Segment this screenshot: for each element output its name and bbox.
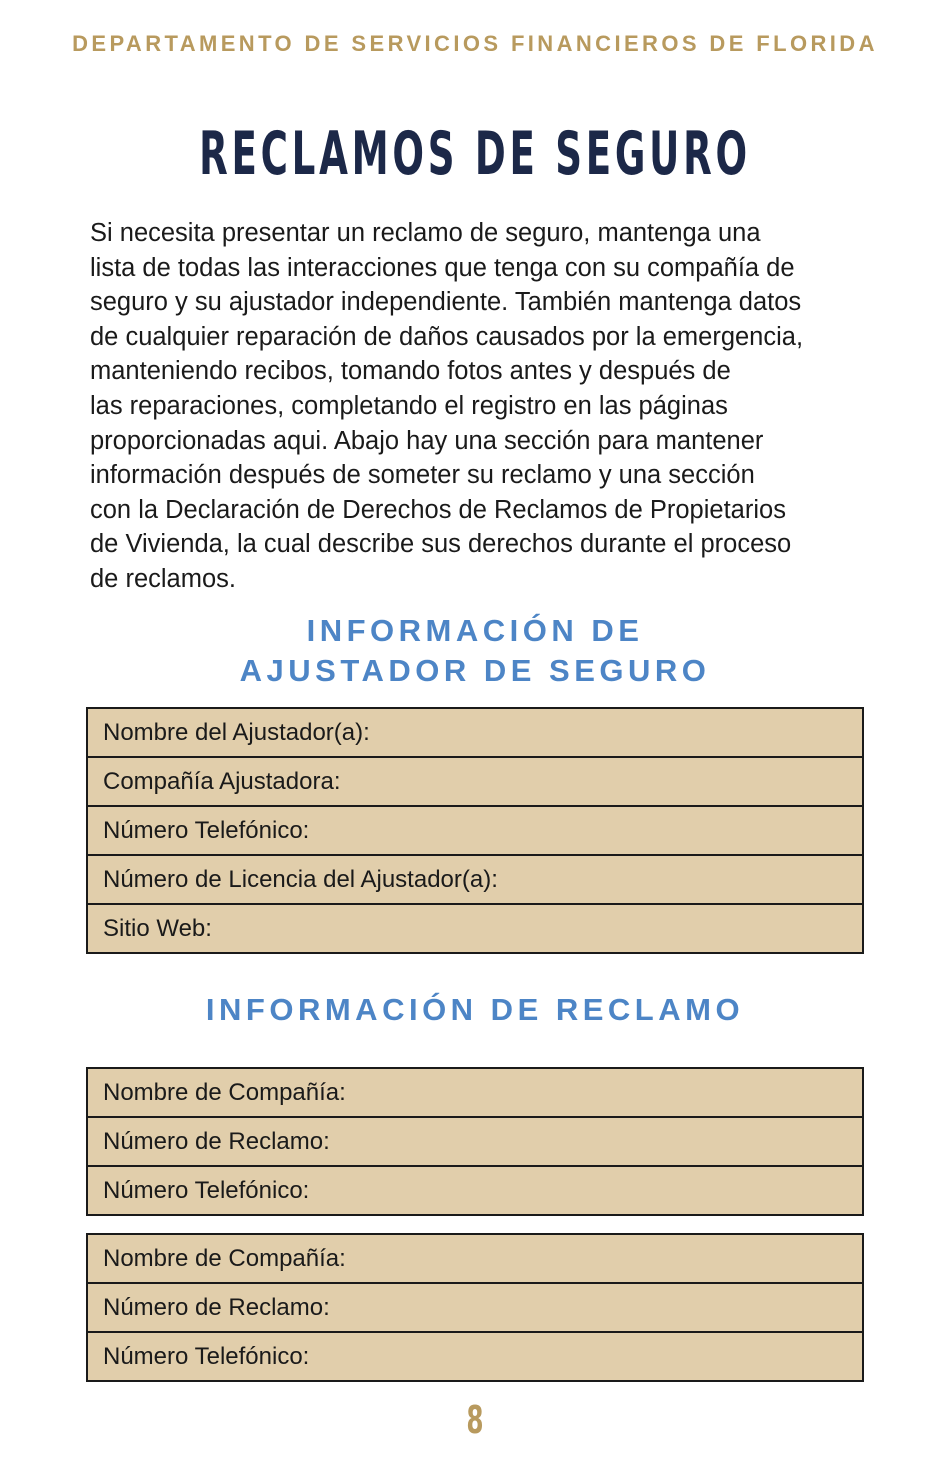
intro-line: seguro y su ajustador independiente. También mantenga datos [90, 288, 802, 317]
claim-company-name-field[interactable]: Nombre de Compañía: [103, 1244, 346, 1272]
claim-number-field[interactable]: Número de Reclamo: [88, 1282, 862, 1331]
adjuster-company-field[interactable]: Compañía Ajustadora: [88, 756, 862, 805]
intro-line: de reclamos. [90, 564, 236, 593]
claim-phone-field[interactable]: Número Telefónico: [88, 1331, 862, 1380]
intro-line: proporcionadas aqui. Abajo hay una sección para mantener [90, 426, 764, 455]
intro-line: Si necesita presentar un reclamo de seguro, mantenga una [90, 219, 761, 247]
intro-line: las reparaciones, completando el registro en las páginas [90, 391, 728, 420]
intro-line: información después de someter su reclamo y una sección [90, 461, 755, 490]
intro-line: de cualquier reparación de daños causados por la emergencia, [90, 322, 804, 351]
adjuster-name-field[interactable]: Nombre del Ajustador(a): [103, 718, 370, 746]
adjuster-phone-field[interactable]: Número Telefónico: [88, 805, 862, 854]
adjuster-heading-line2: AJUSTADOR DE SEGURO [239, 653, 711, 688]
claim-info-form-2 [86, 1233, 864, 1382]
intro-line: de Vivienda, la cual describe sus derechos durante el proceso [90, 530, 792, 559]
claim-number-field[interactable]: Número de Reclamo: [88, 1116, 862, 1165]
page-number: 8 [466, 1398, 484, 1442]
adjuster-license-field[interactable]: Número de Licencia del Ajustador(a): [88, 854, 862, 903]
department-header: DEPARTAMENTO DE SERVICIOS FINANCIEROS DE FLORIDA [72, 31, 878, 56]
adjuster-info-form [86, 707, 864, 954]
intro-line: manteniendo recibos, tomando fotos antes y después de [90, 357, 731, 386]
adjuster-heading-line1: INFORMACIÓN DE [306, 613, 644, 648]
claim-company-name-field[interactable]: Nombre de Compañía: [103, 1078, 346, 1106]
claim-section-heading [0, 990, 950, 1030]
adjuster-section-heading [0, 611, 950, 691]
intro-paragraph [90, 216, 880, 597]
intro-line: lista de todas las interacciones que tenga con su compañía de [90, 253, 795, 282]
page-title: RECLAMOS DE SEGURO [199, 119, 751, 189]
claim-info-form-1 [86, 1067, 864, 1216]
claim-heading-line: INFORMACIÓN DE RECLAMO [205, 992, 745, 1027]
intro-line: con la Declaración de Derechos de Reclamos de Propietarios [90, 495, 786, 524]
adjuster-website-field[interactable]: Sitio Web: [88, 903, 862, 952]
claim-phone-field[interactable]: Número Telefónico: [88, 1165, 862, 1214]
